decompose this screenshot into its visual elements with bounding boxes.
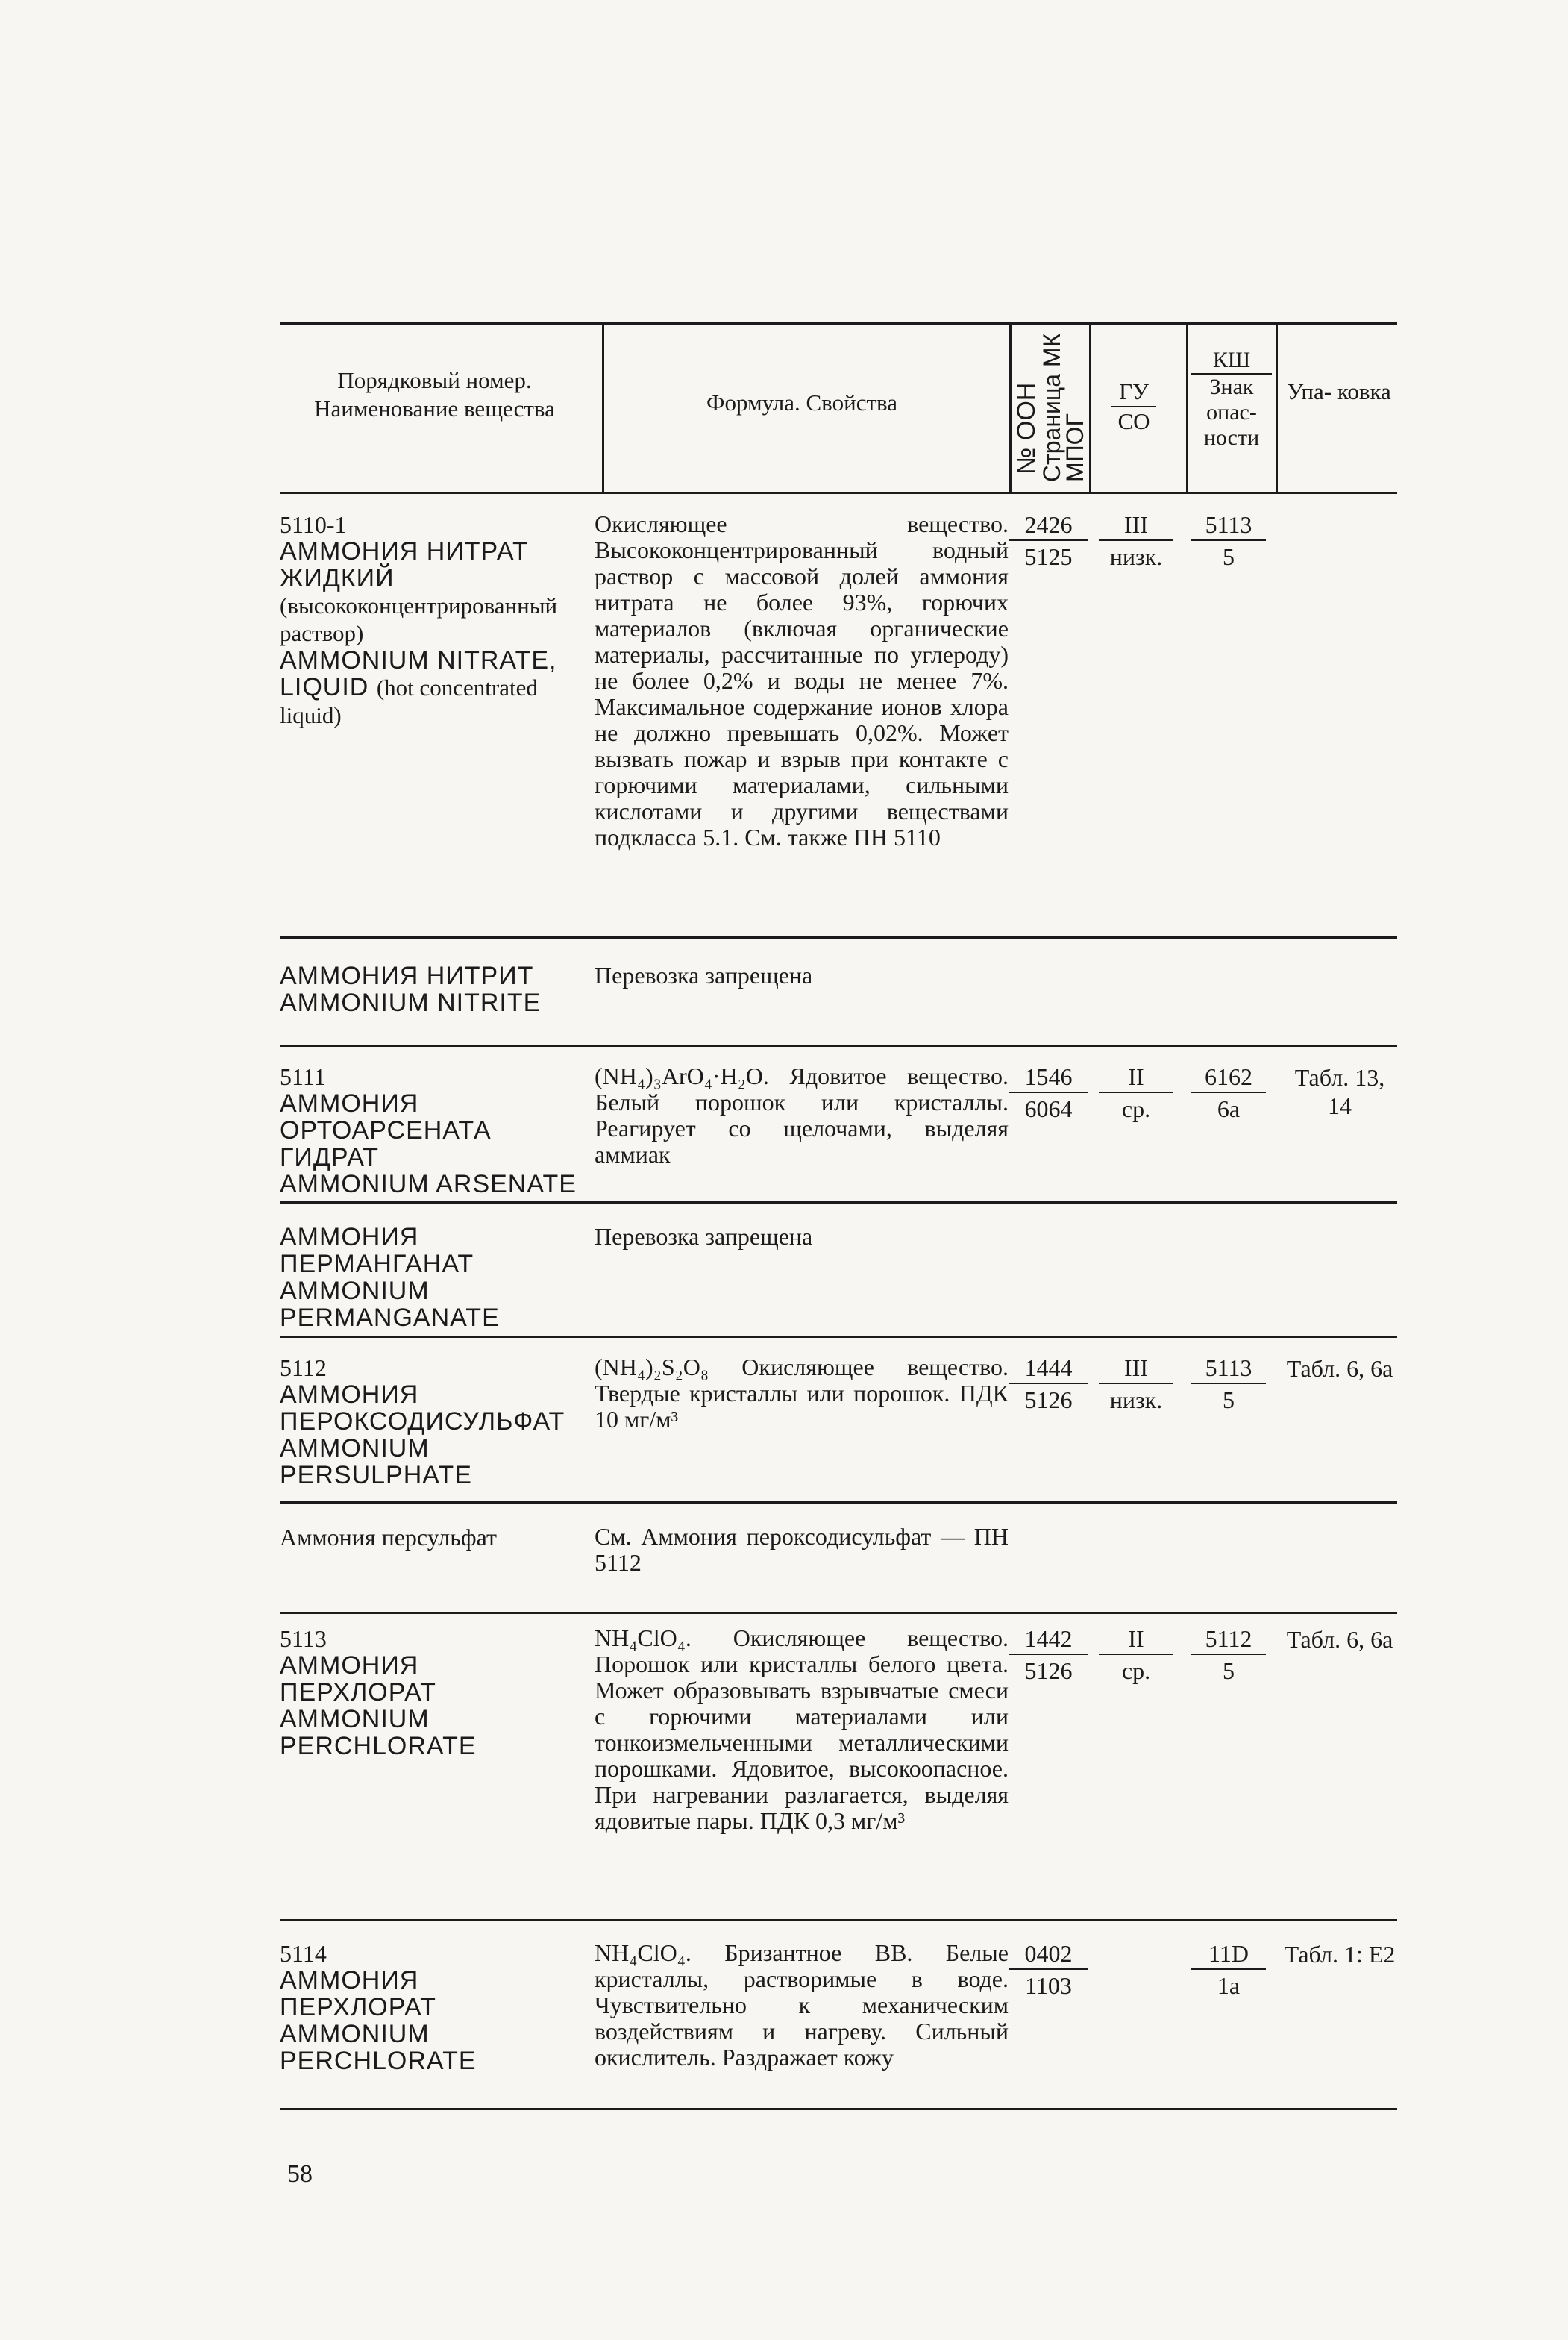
name-en-note: (hot concentrated liquid) — [280, 675, 538, 728]
name-en: AMMONIUM PERMANGANATE — [280, 1277, 500, 1332]
gu-co — [1099, 1063, 1173, 1122]
packaging: Табл. 6, 6а — [1286, 1626, 1393, 1653]
znak-value: 5 — [1223, 543, 1235, 570]
substance-properties: NH₄ClO₄. Окисляющее вещество. Порошок или кристаллы белого цвета. Может образовывать взрывчатые смеси с горючими материалами или тонкоизмельченными металлическими порошками. Ядовитое, высокоопасное. При нагревании разлагается, выделяя ядовитые пары. ПДК 0,3 мг/м³ — [595, 1624, 1009, 1834]
entry-number: 5113 — [280, 1625, 327, 1652]
row-divider — [280, 1045, 1397, 1047]
co-value: ср. — [1121, 1657, 1151, 1684]
name-ru: АММОНИЯ ПЕРОКСОДИСУЛЬФАТ — [280, 1380, 565, 1436]
ksh-znak — [1191, 1940, 1266, 1999]
substance-properties: Перевозка запрещена — [595, 1223, 813, 1250]
ksh-value: 11D — [1191, 1940, 1266, 1970]
ksh-value: 5113 — [1191, 511, 1266, 541]
substance-name — [280, 1063, 582, 1198]
row-divider — [280, 1919, 1397, 1921]
substance-name — [280, 1354, 582, 1489]
substance-properties: (NH₄)₂S₂O₈ Окисляющее вещество. Твердые кристаллы или порошок. ПДК 10 мг/м³ — [595, 1354, 1009, 1433]
gu-value: III — [1099, 1354, 1173, 1384]
row-divider — [280, 1501, 1397, 1504]
row-divider — [280, 1612, 1397, 1614]
header-znak-label: Знак опас- ности — [1203, 375, 1260, 450]
gu-value: III — [1099, 511, 1173, 541]
substance-name — [280, 963, 582, 1016]
entry-number: 5114 — [280, 1940, 327, 1967]
gu-co — [1099, 1625, 1173, 1684]
ksh-znak — [1191, 1354, 1266, 1413]
name-ru: АММОНИЯ ПЕРМАНГАНАТ — [280, 1223, 474, 1278]
entry-number: 5110-1 — [280, 511, 347, 538]
name-en: AMMONIUM PERSULPHATE — [280, 1434, 472, 1489]
substance-name: Аммония персульфат — [280, 1524, 497, 1551]
header-divider — [1009, 325, 1012, 493]
header-divider — [1089, 325, 1091, 493]
mk-page: 5126 — [1024, 1657, 1073, 1684]
un-page — [1009, 1063, 1088, 1122]
substance-properties: Перевозка запрещена — [595, 962, 813, 989]
header-divider — [602, 325, 604, 493]
substance-properties: См. Аммония пероксодисульфат — ПН 5112 — [595, 1523, 1009, 1576]
gu-co — [1099, 1354, 1173, 1413]
ksh-znak — [1191, 1063, 1266, 1122]
un-number: 1442 — [1009, 1625, 1088, 1655]
header-ksh — [1191, 348, 1272, 451]
un-number: 0402 — [1009, 1940, 1088, 1970]
page-number: 58 — [287, 2160, 313, 2188]
name-ru: АММОНИЯ ОРТОАРСЕНАТА ГИДРАТ — [280, 1089, 492, 1171]
un-page — [1009, 511, 1088, 570]
substance-properties: NH₄ClO₄. Бризантное ВВ. Белые кристаллы, растворимые в воде. Чувствительно к механическим воздействиям и нагреву. Сильный окислитель. Раздражает кожу — [595, 1939, 1009, 2071]
substance-name — [280, 511, 582, 729]
ksh-znak — [1191, 1625, 1266, 1684]
mk-page: 5125 — [1024, 543, 1073, 570]
header-ksh-label: КШ — [1191, 348, 1272, 375]
name-ru: АММОНИЯ НИТРИТ — [280, 962, 534, 990]
table-top-rule — [280, 322, 1397, 325]
ksh-znak — [1191, 511, 1266, 570]
packaging: Табл. 13, 14 — [1294, 1064, 1385, 1119]
table-bottom-rule — [280, 2108, 1397, 2110]
un-number: 2426 — [1009, 511, 1088, 541]
name-ru: АММОНИЯ НИТРАТ ЖИДКИЙ — [280, 537, 529, 592]
header-divider — [1186, 325, 1188, 493]
header-gu — [1093, 378, 1175, 436]
header-name: Порядковый номер. Наименование вещества — [314, 367, 555, 422]
name-ru: АММОНИЯ ПЕРХЛОРАТ — [280, 1966, 436, 2021]
name-en: AMMONIUM NITRITE — [280, 989, 542, 1017]
un-number: 1444 — [1009, 1354, 1088, 1384]
gu-value: II — [1099, 1625, 1173, 1655]
mk-page: 1103 — [1025, 1972, 1072, 1999]
co-value: низк. — [1109, 543, 1163, 570]
row-divider — [280, 1336, 1397, 1338]
table-header-rule — [280, 492, 1397, 494]
name-en: AMMONIUM ARSENATE — [280, 1170, 577, 1198]
name-ru: АММОНИЯ ПЕРХЛОРАТ — [280, 1651, 436, 1706]
header-divider — [1276, 325, 1278, 493]
header-un: № ООН — [1012, 382, 1041, 475]
name-en: AMMONIUM PERCHLORATE — [280, 1705, 477, 1760]
znak-value: 5 — [1223, 1386, 1235, 1413]
un-page — [1009, 1625, 1088, 1684]
substance-properties: (NH₄)₃ArO₄·H₂O. Ядовитое вещество. Белый порошок или кристаллы. Реагирует со щелочами, выделяя аммиак — [595, 1063, 1009, 1168]
name-ru-note: (высококонцентрированный раствор) — [280, 592, 558, 646]
entry-number: 5112 — [280, 1354, 327, 1381]
un-page — [1009, 1940, 1088, 1999]
header-co-label: СО — [1117, 408, 1150, 434]
znak-value: 1а — [1217, 1972, 1241, 1999]
packaging: Табл. 6, 6а — [1286, 1355, 1393, 1382]
substance-name — [280, 1940, 582, 2074]
mk-page: 6064 — [1024, 1095, 1073, 1122]
header-page: Страница МК МПОГ — [1038, 333, 1088, 482]
row-divider — [280, 1201, 1397, 1204]
substance-properties: Окисляющее вещество. Высококонцентрированный водный раствор с массовой долей аммония нитрата не более 93%, горючих материалов (включая органические материалы, рассчитанные по углероду) не более 0,2% и воды не менее 7%. Максимальное содержание ионов хлора не должно превышать 0,02%. Может вызвать пожар и взрыв при контакте с горючими материалами, сильными кислотами и другими веществами подкласса 5.1. См. также ПН 5110 — [595, 510, 1009, 851]
substance-name — [280, 1625, 582, 1759]
entry-number: 5111 — [280, 1063, 326, 1090]
ksh-value: 5112 — [1191, 1625, 1266, 1655]
gu-value: II — [1099, 1063, 1173, 1093]
header-formula: Формула. Свойства — [706, 390, 897, 416]
mk-page: 5126 — [1024, 1386, 1073, 1413]
table-header — [280, 325, 1397, 493]
co-value: низк. — [1109, 1386, 1163, 1413]
ksh-value: 6162 — [1191, 1063, 1266, 1093]
gu-co — [1099, 511, 1173, 570]
znak-value: 6а — [1217, 1095, 1241, 1122]
name-en: AMMONIUM NITRATE, LIQUID — [280, 646, 557, 701]
substance-name — [280, 1224, 582, 1331]
header-gu-label: ГУ — [1111, 378, 1156, 407]
name-en: AMMONIUM PERCHLORATE — [280, 2020, 477, 2075]
znak-value: 5 — [1223, 1657, 1235, 1684]
packaging: Табл. 1: Е2 — [1284, 1941, 1396, 1968]
co-value: ср. — [1121, 1095, 1151, 1122]
ksh-value: 5113 — [1191, 1354, 1266, 1384]
un-number: 1546 — [1009, 1063, 1088, 1093]
row-divider — [280, 936, 1397, 939]
un-page — [1009, 1354, 1088, 1413]
header-pack: Упа- ковка — [1287, 378, 1391, 404]
